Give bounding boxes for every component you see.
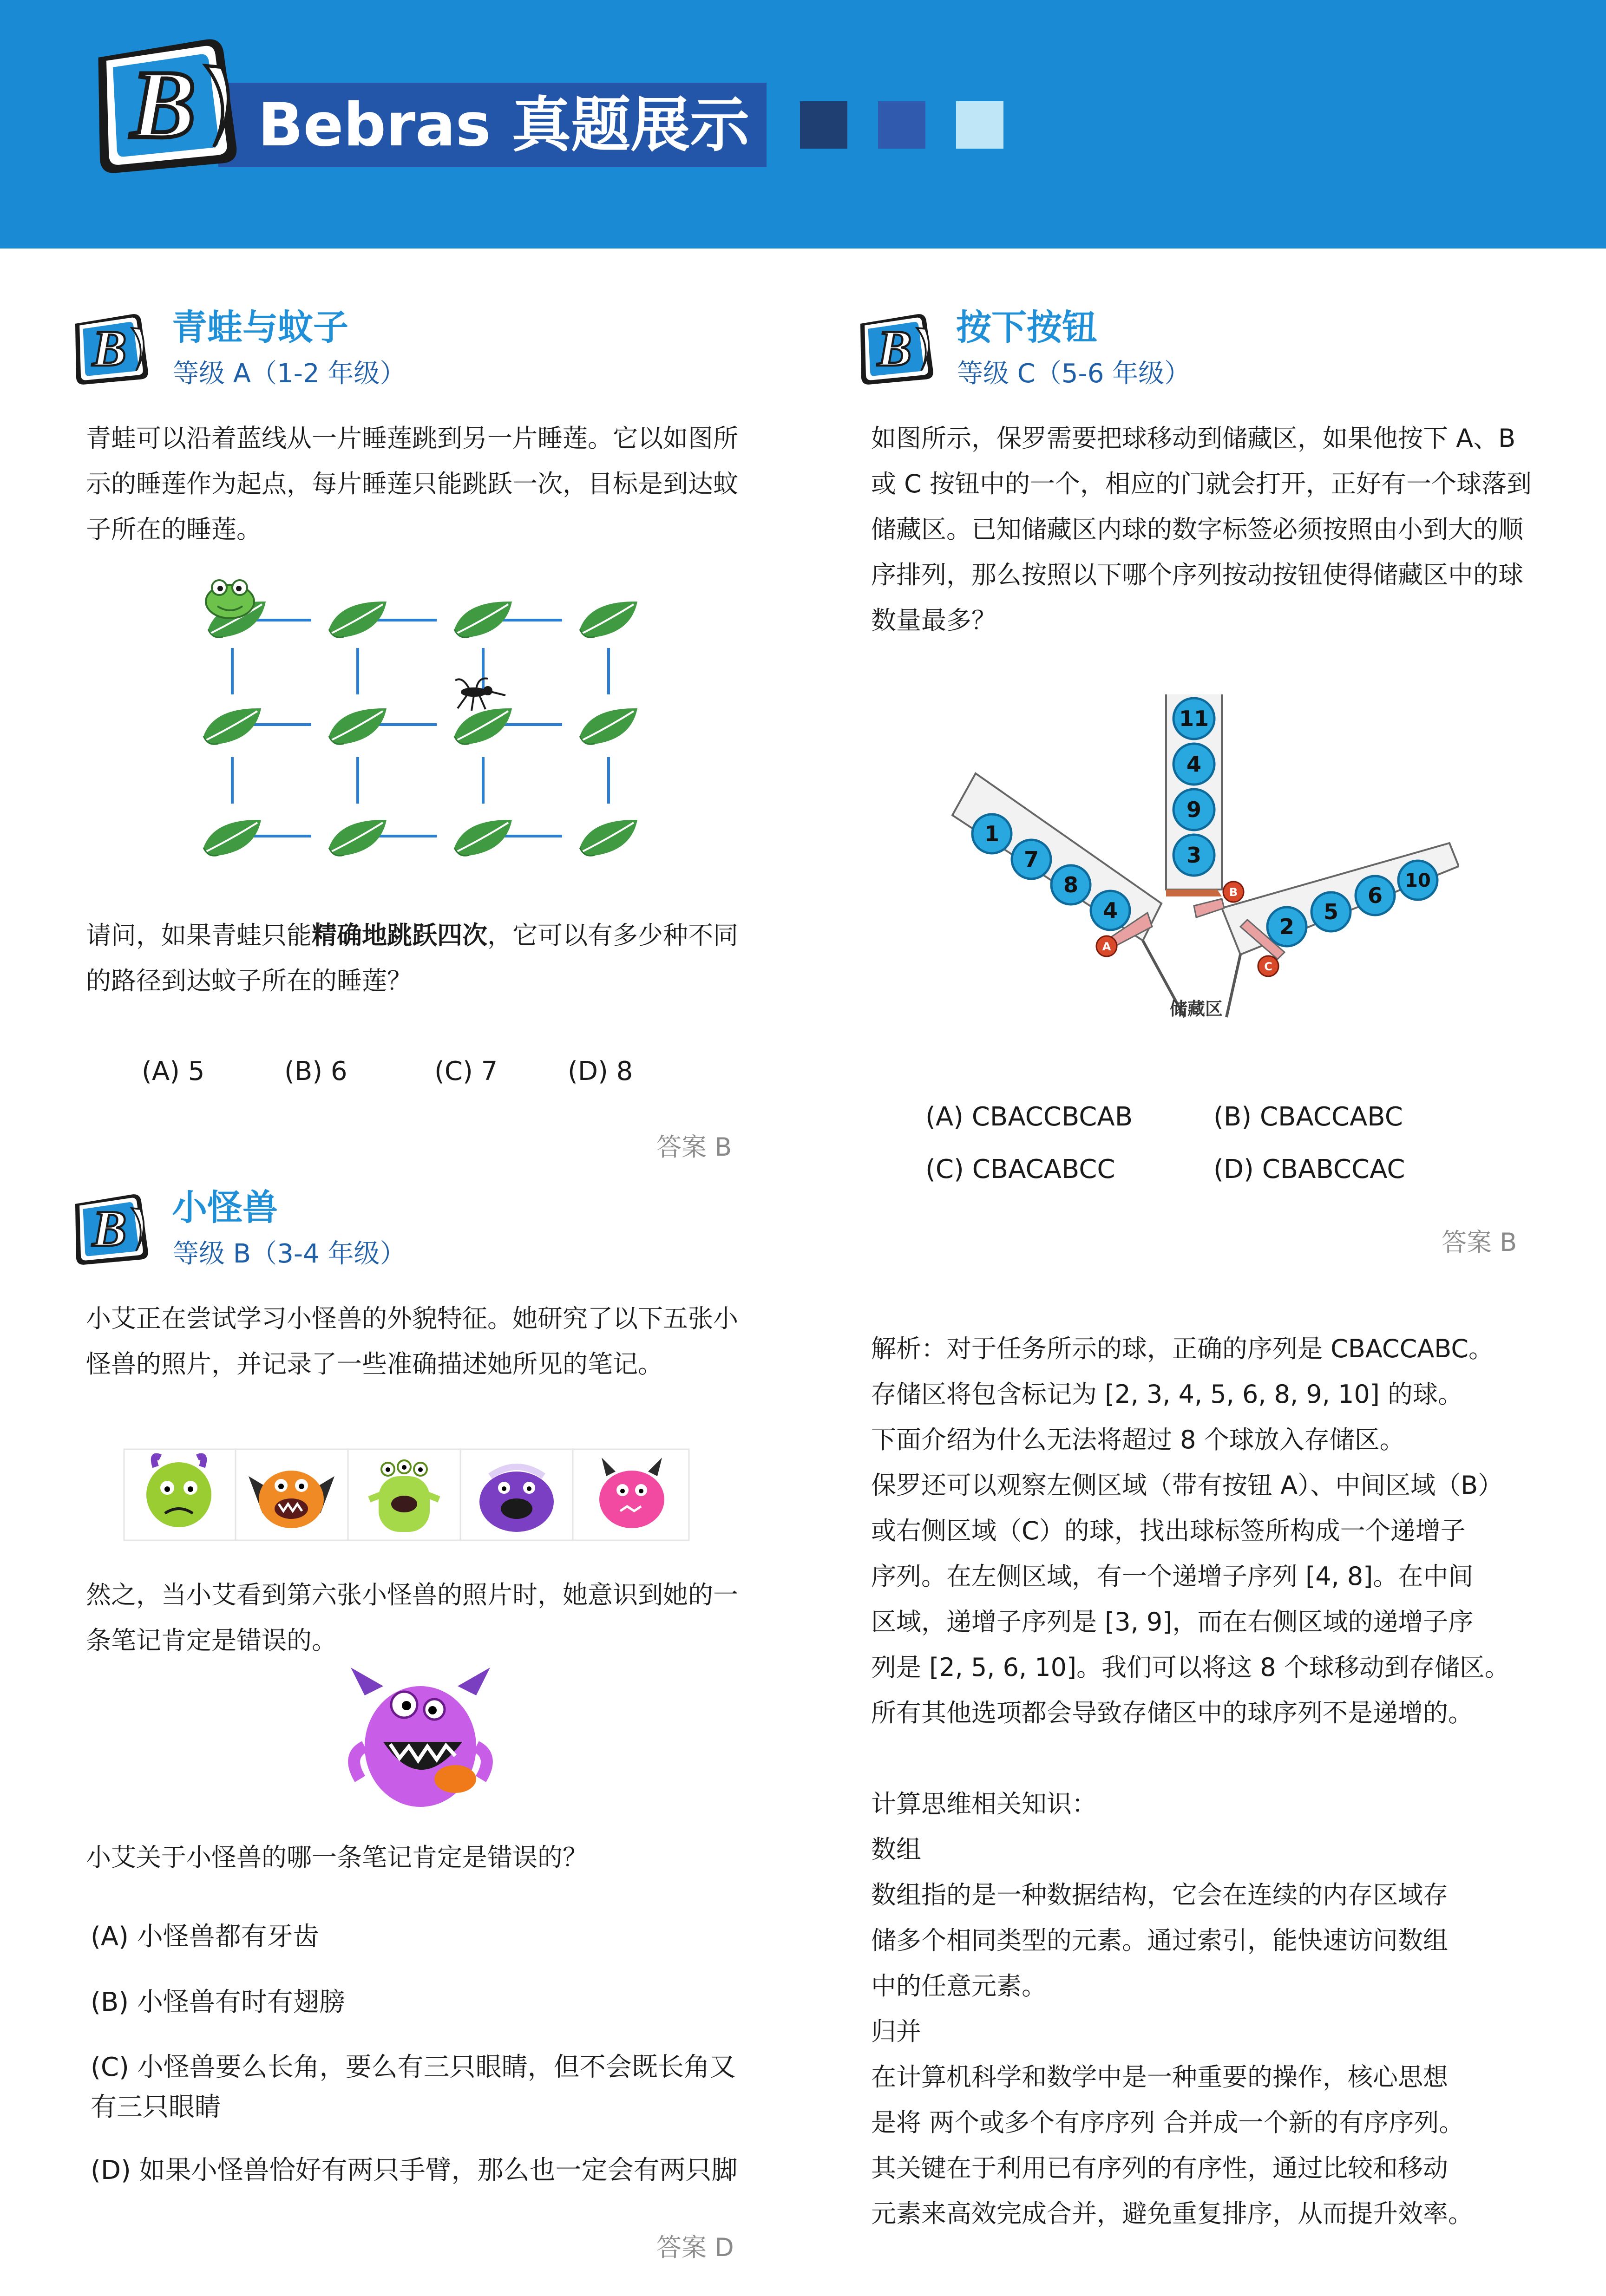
knowledge-term: 数组: [871, 1835, 921, 1864]
knowledge-line: 数组指的是一种数据结构，它会在连续的内存区域存: [871, 1880, 1448, 1910]
knowledge-block: [871, 1781, 1568, 2237]
monster-section-logo-icon: [67, 1187, 153, 1268]
button-section-logo-icon: [852, 307, 938, 388]
knowledge-line: 是将 两个或多个有序序列 合并成一个新的有序序列。: [871, 2108, 1464, 2137]
ball-right-4: [1398, 861, 1437, 900]
lilypad-icon: [203, 708, 261, 745]
ball-left-4: [1091, 891, 1130, 930]
ball-left-1: [972, 814, 1011, 853]
mosquito-icon: [455, 678, 505, 711]
analysis-line: 或右侧区域（C）的球，找出球标签所构成一个递增子: [871, 1516, 1466, 1545]
lilypad-icon: [454, 708, 512, 745]
ball-middle-1: [1173, 698, 1214, 739]
lilypad-icon: [329, 708, 387, 745]
monster-option-c: (C) 小怪兽要么长角，要么有三只眼睛，但不会既长角又有三只眼睛: [91, 2052, 736, 2122]
decor-square-mid: [878, 101, 925, 149]
frog-icon: [206, 580, 254, 618]
ball-middle-3: [1173, 789, 1214, 830]
lilypad-icon: [580, 708, 637, 745]
frog-option-b: (B) 6: [284, 1056, 347, 1086]
button-option-b: (B) CBACCABC: [1213, 1102, 1403, 1132]
monster-task-level: 等级 B（3-4 年级）: [173, 1239, 406, 1269]
monster-photos-strip: [123, 1448, 690, 1541]
ball-middle-2: [1173, 744, 1214, 785]
lilypad-icon: [580, 820, 637, 856]
analysis-line: 序列。在左侧区域，有一个递增子序列 [4, 8]。在中间: [871, 1562, 1474, 1591]
ball-left-2: [1012, 840, 1051, 879]
lilypad-icon: [580, 602, 637, 638]
svg-text:C: C: [1264, 960, 1272, 973]
lilypad-icon: [329, 820, 387, 856]
bebras-logo-icon: [84, 23, 246, 181]
svg-text:8: 8: [1063, 872, 1079, 897]
frog-answer: 答案 B: [656, 1132, 732, 1162]
lilypad-icon: [454, 602, 512, 638]
analysis-line: 区域，递增子序列是 [3, 9]，而在右侧区域的递增子序: [871, 1607, 1474, 1636]
storage-label: 储藏区: [1169, 999, 1223, 1019]
decor-square-light: [956, 101, 1003, 149]
knowledge-line: 储多个相同类型的元素。通过索引，能快速访问数组: [871, 1926, 1448, 1955]
monster-purple-icon: [479, 1467, 554, 1532]
knowledge-line: 其关键在于利用已有序列的有序性，通过比较和移动: [871, 2153, 1448, 2183]
svg-text:3: 3: [1186, 843, 1202, 868]
svg-text:7: 7: [1023, 847, 1039, 872]
lilypad-icon: [454, 820, 512, 856]
frog-section-logo-icon: [67, 307, 153, 388]
button-intro: 如图所示，保罗需要把球移动到储藏区，如果他按下 A、B 或 C 按钮中的一个，相应的门就会打开，正好有一个球落到储藏区。已知储藏区内球的数字标签必须按照由小到大的顺序排列，那么按照以下哪个序列按动按钮使得储藏区中的球数量最多？: [871, 424, 1532, 635]
ball-middle-4: [1173, 835, 1214, 876]
svg-text:6: 6: [1367, 883, 1383, 908]
button-task-level: 等级 C（5-6 年级）: [957, 359, 1191, 389]
analysis-line: 所有其他选项都会导致存储区中的球序列不是递增的。: [871, 1698, 1473, 1727]
ball-right-1: [1267, 907, 1306, 946]
monster-answer: 答案 D: [656, 2233, 734, 2262]
button-task-title: 按下按钮: [956, 307, 1097, 348]
frog-task-level: 等级 A（1-2 年级）: [173, 359, 406, 389]
ball-chute-figure: [943, 690, 1459, 1036]
analysis-line: 下面介绍为什么无法将超过 8 个球放入存储区。: [871, 1425, 1405, 1454]
knowledge-heading: 计算思维相关知识：: [871, 1789, 1097, 1818]
svg-text:A: A: [1102, 940, 1111, 953]
monster-option-d: (D) 如果小怪兽恰好有两只手臂，那么也一定会有两只脚: [91, 2155, 738, 2185]
lilypad-icon: [203, 820, 261, 856]
frog-intro: 青蛙可以沿着蓝线从一片睡莲跳到另一片睡莲。它以如图所示的睡莲作为起点，每片睡莲只能跳跃一次，目标是到达蚊子所在的睡莲。: [86, 424, 738, 544]
button-answer: 答案 B: [1442, 1228, 1517, 1257]
svg-text:5: 5: [1323, 899, 1339, 924]
svg-text:4: 4: [1102, 898, 1118, 923]
monster-sixth-photo: [346, 1663, 495, 1816]
knowledge-line: 中的任意元素。: [871, 1971, 1047, 2001]
knowledge-line: 元素来高效完成合并，避免重复排序，从而提升效率。: [871, 2199, 1473, 2228]
analysis-line: 解析：对于任务所示的球，正确的序列是 CBACCABC。: [871, 1334, 1494, 1363]
frog-lilypad-figure: [195, 574, 650, 862]
frog-option-d: (D) 8: [568, 1056, 633, 1086]
button-option-d: (D) CBABCCAC: [1213, 1154, 1405, 1184]
svg-text:4: 4: [1186, 752, 1202, 777]
monster-middle-text: 然之，当小艾看到第六张小怪兽的照片时，她意识到她的一条笔记肯定是错误的。: [86, 1580, 738, 1655]
svg-text:10: 10: [1405, 870, 1431, 891]
analysis-block: [871, 1326, 1568, 1736]
button-option-a: (A) CBACCBCAB: [925, 1102, 1133, 1132]
monster-question: 小艾关于小怪兽的哪一条笔记肯定是错误的？: [86, 1843, 588, 1872]
frog-option-c: (C) 7: [434, 1056, 498, 1086]
monster-option-a: (A) 小怪兽都有牙齿: [91, 1922, 319, 1952]
analysis-line: 列是 [2, 5, 6, 10]。我们可以将这 8 个球移动到存储区。: [871, 1653, 1510, 1682]
svg-text:2: 2: [1279, 914, 1295, 939]
monster-task-title: 小怪兽: [172, 1187, 278, 1228]
knowledge-term: 归并: [871, 2017, 921, 2046]
page-title: Bebras 真题展示: [258, 91, 750, 160]
ball-right-3: [1356, 876, 1395, 915]
ball-right-2: [1311, 892, 1350, 931]
monster-option-b: (B) 小怪兽有时有翅膀: [91, 1987, 345, 2017]
decor-square-dark: [800, 101, 847, 149]
analysis-line: 保罗还可以观察左侧区域（带有按钮 A）、中间区域（B）: [871, 1471, 1503, 1500]
frog-question: 请问，如果青蛙只能精确地跳跃四次，它可以有多少种不同的路径到达蚊子所在的睡莲？: [86, 921, 738, 995]
ball-left-3: [1051, 865, 1090, 904]
frog-question-emphasis: 精确地跳跃四次: [312, 921, 487, 950]
frog-task-title: 青蛙与蚊子: [172, 307, 348, 348]
svg-text:9: 9: [1186, 797, 1202, 822]
svg-text:11: 11: [1179, 706, 1209, 731]
svg-text:1: 1: [984, 821, 1000, 846]
button-option-c: (C) CBACABCC: [925, 1154, 1115, 1184]
lilypad-icon: [329, 602, 387, 638]
svg-text:B: B: [1229, 886, 1238, 899]
frog-option-a: (A) 5: [142, 1056, 205, 1086]
knowledge-line: 在计算机科学和数学中是一种重要的操作，核心思想: [871, 2062, 1448, 2092]
monster-intro: 小艾正在尝试学习小怪兽的外貌特征。她研究了以下五张小怪兽的照片，并记录了一些准确描述她所见的笔记。: [86, 1304, 738, 1379]
analysis-line: 存储区将包含标记为 [2, 3, 4, 5, 6, 8, 9, 10] 的球。: [871, 1380, 1463, 1409]
monster-sixth-icon: [351, 1668, 490, 1807]
